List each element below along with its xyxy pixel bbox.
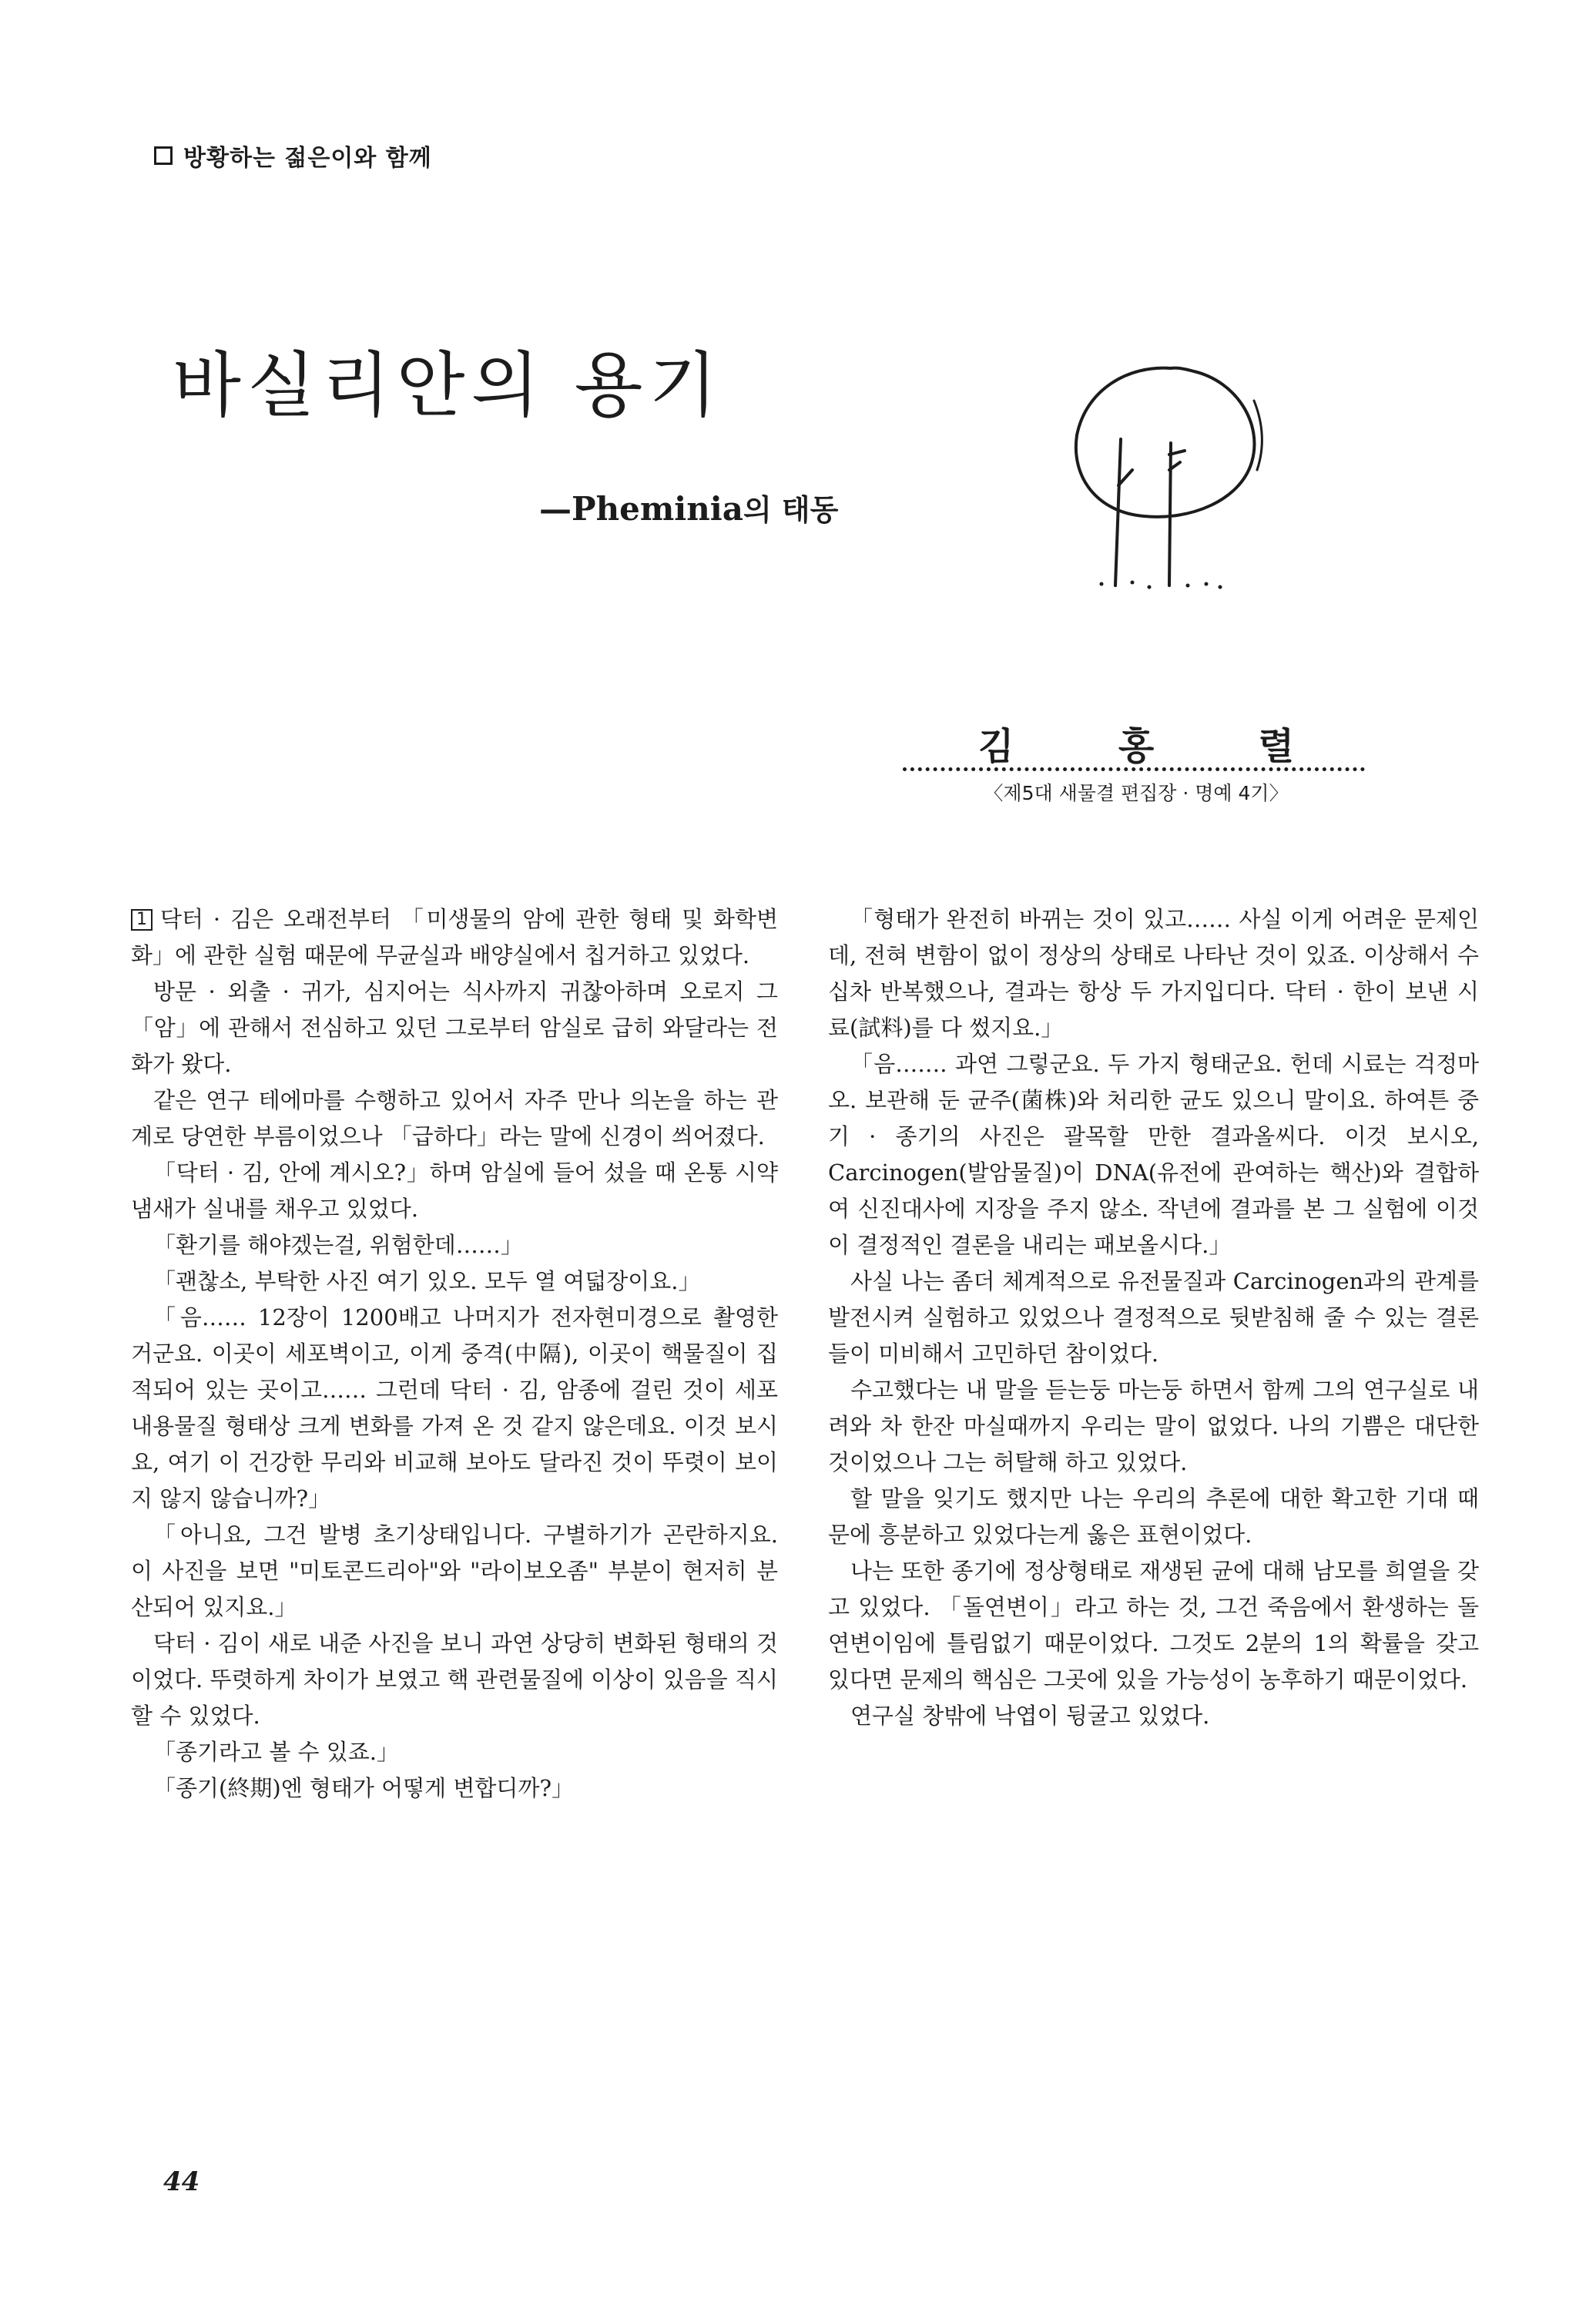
article-subtitle [539, 490, 839, 528]
paragraph: 닥터 · 김이 새로 내준 사진을 보니 과연 상당히 변화된 형태의 것이었다. 뚜렷하게 차이가 보였고 핵 관련물질에 이상이 있음을 직시할 수 있었다. [131, 1630, 778, 1729]
paragraph: 「음……. 과연 그렇군요. 두 가지 형태군요. 헌데 시료는 걱정마오. 보관해 둔 균주(菌株)와 처리한 균도 있으니 말이요. 하여튼 중기 · 종기의 사진은 괄목할 만한 결과올씨다. 이것 보시오, Carcinogen(발암물질)이 DNA(유전에 관여하는 핵산)와 결합하여 신진대사에 지장을 주지 않소. 작년에 결과를 본 그 실험에 이것이 결정적인 결론을 내리는 패보올시다.」 [828, 1051, 1479, 1258]
paragraph: 방문 · 외출 · 귀가, 심지어는 식사까지 귀찮아하며 오로지 그 「암」에 관해서 전심하고 있던 그로부터 암실로 급히 와달라는 전화가 왔다. [131, 978, 778, 1077]
paragraph: 「형태가 완전히 바뀌는 것이 있고…… 사실 이게 어려운 문제인데, 전혀 변함이 없이 정상의 상태로 나타난 것이 있죠. 이상해서 수십차 반복했으나, 결과는 항상 두 가지입디다. 닥터 · 한이 보낸 시료(試料)를 다 썼지요.」 [828, 906, 1479, 1041]
author-char: 홍 [1118, 725, 1155, 768]
subtitle-prefix: —Pheminia [539, 490, 743, 528]
paragraph: 「괜찮소, 부탁한 사진 여기 있오. 모두 열 여덟장이요.」 [153, 1268, 701, 1294]
author-char: 렬 [1258, 725, 1294, 768]
paragraph: 「종기라고 볼 수 있죠.」 [153, 1739, 399, 1765]
author-name [909, 716, 1363, 770]
paragraph: 「환기를 해야겠는걸, 위험한데……」 [153, 1232, 523, 1258]
section-label [154, 139, 432, 173]
body-column-right [828, 901, 1479, 1734]
paragraph: 「음…… 12장이 1200배고 나머지가 전자현미경으로 촬영한 거군요. 이곳이 세포벽이고, 이게 중격(中隔), 이곳이 핵물질이 집적되어 있는 곳이고…… 그런데 닥터 · 김, 암종에 걸린 것이 세포 내용물질 형태상 크게 변화를 가져 온 것 같지 않은데요. 이것 보시요, 여기 이 건강한 무리와 비교해 보아도 달라진 것이 뚜렷이 보이지 않지 않습니까?」 [131, 1304, 778, 1512]
paragraph: 「닥터 · 김, 안에 계시오?」하며 암실에 들어 섰을 때 온통 시약냄새가 실내를 채우고 있었다. [131, 1159, 778, 1222]
paragraph: 「아니요, 그건 발병 초기상태입니다. 구별하기가 곤란하지요. 이 사진을 보면 "미토콘드리아"와 "라이보오좀" 부분이 현저히 분산되어 있지요.」 [131, 1522, 778, 1620]
paragraph: 같은 연구 테에마를 수행하고 있어서 자주 만나 의논을 하는 관계로 당연한 부름이었으나 「급하다」라는 말에 신경이 씌어졌다. [131, 1087, 778, 1149]
tree-sketch-illustration [1055, 354, 1302, 593]
paragraph: 나는 또한 종기에 정상형태로 재생된 균에 대해 남모를 희열을 갖고 있었다. 「돌연변이」라고 하는 것, 그건 죽음에서 환생하는 돌연변이임에 틀림없기 때문이었다. 그것도 2분의 1의 확률을 갖고 있다면 문제의 핵심은 그곳에 있을 가능성이 농후하기 때문이었다. [828, 1558, 1479, 1693]
author-credit: 〈제5대 새물결 편집장 · 명예 4기〉 [984, 782, 1289, 804]
paragraph: 1 닥터 · 김은 오래전부터 「미생물의 암에 관한 형태 및 화학변화」에 관한 실험 때문에 무균실과 배양실에서 칩거하고 있었다. [131, 906, 778, 968]
page-number: 44 [163, 2166, 200, 2197]
body-column-left [131, 901, 778, 1807]
subtitle-suffix: 의 태동 [743, 493, 839, 527]
article-title: 바실리안의 용기 [173, 344, 724, 427]
author-dotted-rule [903, 767, 1365, 771]
section-label-text: 방황하는 젊은이와 함께 [183, 145, 432, 172]
checkbox-square-icon [154, 146, 173, 165]
author-char: 김 [978, 725, 1014, 768]
paragraph: 연구실 창밖에 낙엽이 뒹굴고 있었다. [850, 1703, 1210, 1729]
paragraph: 「종기(終期)엔 형태가 어떻게 변합디까?」 [153, 1775, 575, 1801]
paragraph: 사실 나는 좀더 체계적으로 유전물질과 Carcinogen과의 관계를 발전시켜 실험하고 있었으나 결정적으로 뒷받침해 줄 수 있는 결론들이 미비해서 고민하던 참이었다. [828, 1268, 1479, 1367]
paragraph: 수고했다는 내 말을 듣는둥 마는둥 하면서 함께 그의 연구실로 내려와 차 한잔 마실때까지 우리는 말이 없었다. 나의 기쁨은 대단한 것이었으나 그는 허탈해 하고 있었다. [828, 1377, 1479, 1475]
section-number-badge: 1 [131, 909, 153, 931]
paragraph: 할 말을 잊기도 했지만 나는 우리의 추론에 대한 확고한 기대 때문에 흥분하고 있었다는게 옳은 표현이었다. [828, 1485, 1479, 1548]
